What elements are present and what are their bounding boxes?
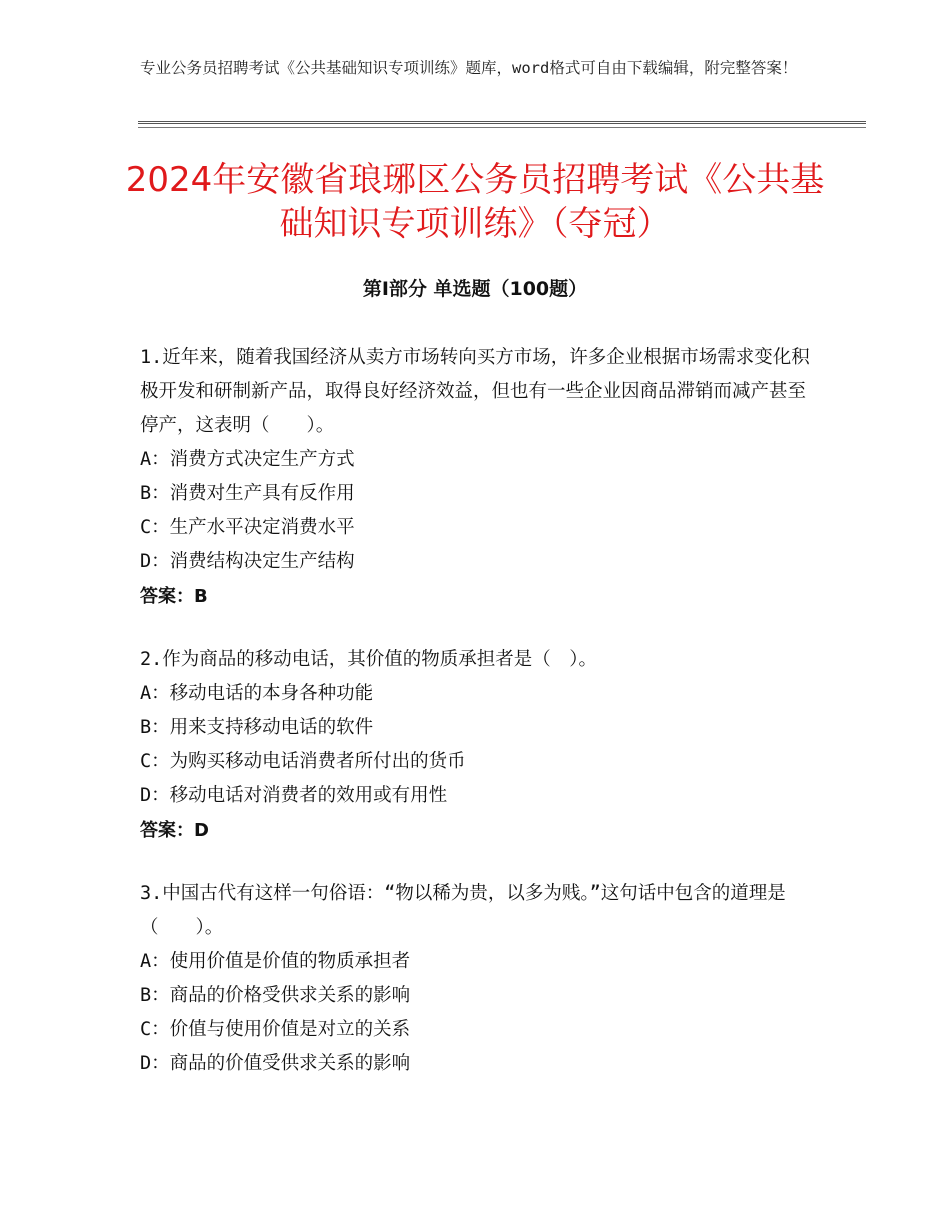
option-b: B：消费对生产具有反作用 — [140, 483, 355, 504]
document-title: 2024年安徽省琅琊区公务员招聘考试《公共基础知识专项训练》（夺冠） — [125, 160, 825, 244]
option-a: A：移动电话的本身各种功能 — [140, 683, 374, 704]
question-stem: 1.近年来，随着我国经济从卖方市场转向买方市场，许多企业根据市场需求变化积极开发和研制新产品，取得良好经济效益，但也有一些企业因商品滞销而减产甚至停产，这表明（ ）。 — [140, 347, 810, 436]
section-title: 第Ⅰ部分 单选题（100题） — [362, 278, 588, 300]
question-stem: 3.中国古代有这样一句俗语：“物以稀为贵，以多为贱。”这句话中包含的道理是（ ）。 — [140, 883, 786, 938]
option-c: C：生产水平决定消费水平 — [140, 517, 355, 538]
question-list — [140, 341, 810, 1109]
option-a: A：使用价值是价值的物质承担者 — [140, 951, 411, 972]
option-b: B：用来支持移动电话的软件 — [140, 717, 374, 738]
option-d: D：移动电话对消费者的效用或有用性 — [140, 785, 448, 806]
answer: 答案：D — [140, 820, 209, 841]
question-2 — [140, 643, 810, 849]
option-c: C：价值与使用价值是对立的关系 — [140, 1019, 411, 1040]
header-note: 专业公务员招聘考试《公共基础知识专项训练》题库，word格式可自由下载编辑，附完整答案！ — [140, 59, 798, 77]
option-b: B：商品的价格受供求关系的影响 — [140, 985, 411, 1006]
answer: 答案：B — [140, 586, 208, 607]
option-a: A：消费方式决定生产方式 — [140, 449, 355, 470]
option-d: D：消费结构决定生产结构 — [140, 551, 355, 572]
question-1 — [140, 341, 810, 615]
option-c: C：为购买移动电话消费者所付出的货币 — [140, 751, 466, 772]
header-divider — [138, 121, 866, 124]
question-stem: 2.作为商品的移动电话，其价值的物质承担者是（ ）。 — [140, 649, 598, 670]
header-divider-thin — [138, 127, 866, 128]
option-d: D：商品的价值受供求关系的影响 — [140, 1053, 411, 1074]
question-3 — [140, 877, 810, 1081]
